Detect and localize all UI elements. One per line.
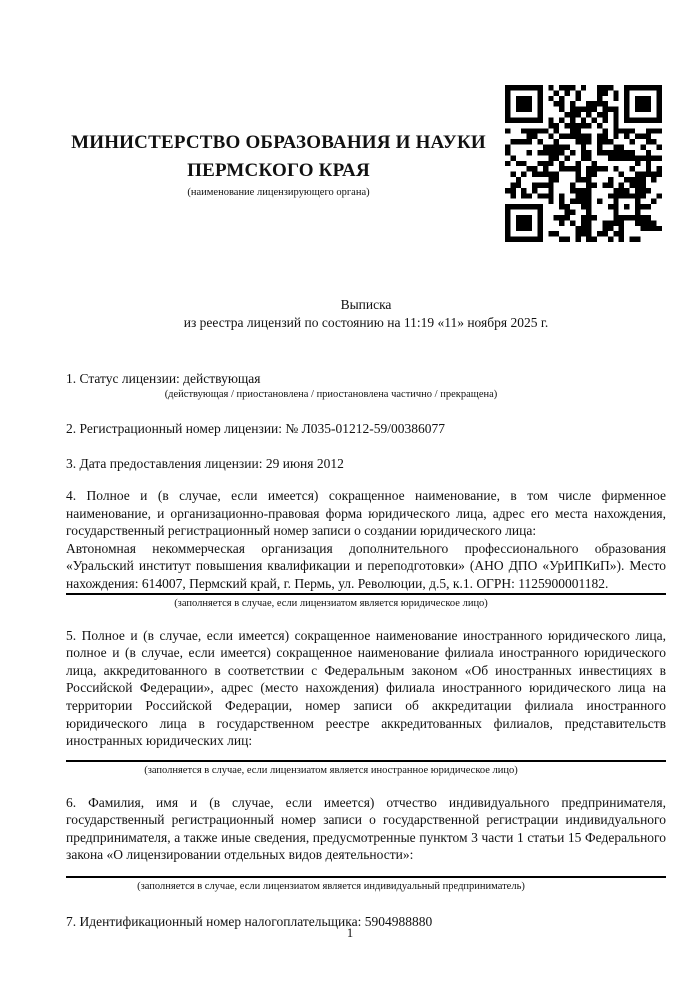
licensing-authority-block — [66, 129, 505, 198]
document-body — [66, 296, 666, 931]
section-legal-entity — [66, 487, 666, 610]
document-title-line1: Выписка — [340, 297, 392, 312]
taxpayer-number-text: 7. Идентификационный номер налогоплательщика: 5904988880 — [66, 914, 433, 930]
licensing-authority-caption: (наименование лицензирующего органа) — [187, 187, 370, 199]
ministry-name-line2: ПЕРМСКОГО КРАЯ — [187, 159, 370, 181]
license-status-options-caption: (действующая / приостановлена / приостановлена частично / прекращена) — [164, 388, 498, 400]
ministry-name-line1: МИНИСТЕРСТВО ОБРАЗОВАНИЯ И НАУКИ — [71, 131, 486, 153]
section-individual-entrepreneur — [66, 794, 666, 893]
foreign-entity-statement: 5. Полное и (в случае, если имеется) сокращенное наименование иностранного юридического лица, полное и (в случае, если имеется) сокращенное наименование филиала иностранного юридического лица, аккредитованного в соответствии с Федеральным законом «Об иностранных инвестициях в Российской Федерации», адрес (место нахождения) филиала иностранного юридического лица на территории Российской Федерации, номер записи об аккредитации филиала иностранного юридического лица в государственном реестре аккредитованных филиалов, представительств иностранных юридических лиц: — [66, 627, 666, 749]
qr-code — [505, 85, 662, 242]
legal-entity-statement: 4. Полное и (в случае, если имеется) сокращенное наименование, в том числе фирменное наименование, и организационно-правовая форма юридического лица, адрес его места нахождения, государственный регистрационный номер записи о создании юридического лица: — [66, 487, 666, 539]
legal-entity-filled-field — [66, 487, 666, 595]
page-number: 1 — [346, 926, 354, 940]
document-title-line2: из реестра лицензий по состоянию на 11:19 «11» ноября 2025 г. — [183, 314, 549, 330]
section-license-status — [66, 370, 666, 401]
grant-date-text: 3. Дата предоставления лицензии: 29 июня 2012 — [66, 456, 344, 472]
section-grant-date — [66, 455, 666, 473]
registration-number-text: 2. Регистрационный номер лицензии: № Л035-01212-59/00386077 — [66, 420, 446, 436]
legal-entity-value: Автономная некоммерческая организация дополнительного профессионального образования «Уральский институт повышения квалификации и переподготовки» (АНО ДПО «УрИПКиП»). Место нахождения: 614007, Пермский край, г. Пермь, ул. Революции, д.5, к.1. ОГРН: 1125900001182. — [66, 540, 666, 591]
foreign-entity-caption: (заполняется в случае, если лицензиатом является иностранное юридическое лицо) — [144, 764, 518, 776]
section-registration-number — [66, 420, 666, 438]
license-status-text: 1. Статус лицензии: действующая — [66, 371, 261, 387]
legal-entity-caption: (заполняется в случае, если лицензиатом является юридическое лицо) — [174, 597, 488, 609]
document-header — [66, 85, 662, 242]
foreign-entity-empty-field-line — [66, 750, 666, 762]
section-foreign-entity — [66, 627, 666, 777]
individual-entrepreneur-caption: (заполняется в случае, если лицензиатом является индивидуальный предприниматель) — [137, 881, 525, 893]
individual-entrepreneur-empty-field-line — [66, 864, 666, 878]
individual-entrepreneur-statement: 6. Фамилия, имя и (в случае, если имеется) отчество индивидуального предпринимателя, государственный регистрационный номер записи о государственной регистрации индивидуального предпринимателя, а также иные сведения, предусмотренные пунктом 3 части 1 статьи 15 Федерального закона «О лицензировании отдельных видов деятельности»: — [66, 794, 666, 863]
document-title — [66, 296, 666, 331]
qr-code-image — [505, 85, 662, 242]
